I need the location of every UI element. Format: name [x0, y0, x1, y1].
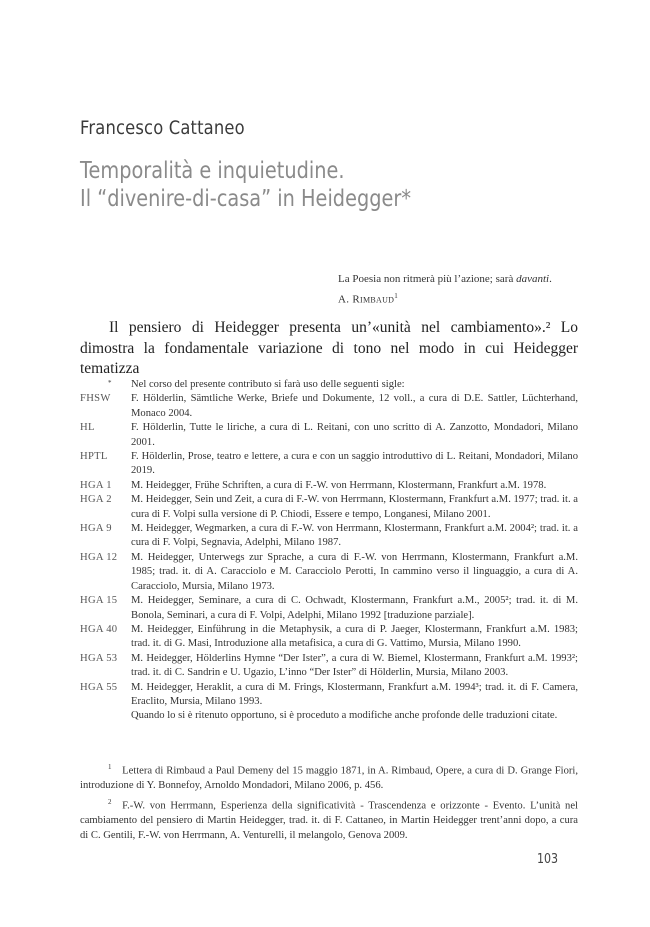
abbrev-text: M. Heidegger, Hölderlins Hymne “Der Ister”, a cura di W. Biemel, Klostermann, Frankfurt a.M. 1993²; trad. it. di C. Sandrin e U. Ugazio, L’inno “Der Ister” di Hölderlin, Mursia, Milano 2003. — [131, 652, 578, 679]
author-name: Francesco Cattaneo — [80, 117, 245, 139]
footnote-number: 1 — [108, 763, 112, 771]
abbrev-entry — [80, 450, 578, 479]
abbrev-text: F. Hölderlin, Sämtliche Werke, Briefe und Dokumente, 12 voll., a cura di D.E. Sattler, Lüchterhand, Monaco 2004. — [131, 393, 578, 419]
epigraph-attribution — [338, 288, 578, 309]
abbrev-key: HGA 2 — [80, 494, 112, 506]
abbrev-key: HGA 40 — [80, 623, 118, 635]
abbrev-entry — [80, 623, 578, 652]
footnote-text: Lettera di Rimbaud a Paul Demeny del 15 maggio 1871, in A. Rimbaud, Opere, a cura di D. Grange Fiori, introduzione di Y. Bonnefoy, Arnoldo Mondadori, Milano 2006, p. 456. — [80, 765, 578, 791]
abbrev-text: M. Heidegger, Wegmarken, a cura di F.-W. von Herrmann, Klostermann, Frankfurt a.M. 2004²; trad. it. a cura di F. Volpi, Segnavia, Adelphi, Milano 1987. — [131, 523, 578, 549]
abbrev-entry — [80, 681, 578, 710]
abbrev-key: HL — [80, 422, 95, 434]
abbrev-entry — [80, 392, 578, 421]
title-line-2-text: Il “divenire-di-casa” in Heidegger — [80, 186, 402, 212]
abbrev-text: M. Heidegger, Sein und Zeit, a cura di F.-W. von Herrmann, Klostermann, Frankfurt a.M. 1977; trad. it. a cura di F. Volpi sulla versione di P. Chiodi, Essere e tempo, Longanesi, Milano 2001. — [131, 494, 578, 520]
abbrev-key: HGA 55 — [80, 681, 118, 693]
abbrev-closing: Quando lo si è ritenuto opportuno, si è proceduto a modifiche anche profonde delle traduzioni citate. — [131, 710, 558, 722]
abbrev-key: HGA 15 — [80, 595, 118, 607]
abbrev-text: M. Heidegger, Einführung in die Metaphysik, a cura di P. Jaeger, Klostermann, Frankfurt a.M. 1983; trad. it. di G. Masi, Introduzione alla metafisica, a cura di G. Vattimo, Mursia, Milano 1990. — [131, 623, 578, 650]
abbrev-intro-row — [80, 378, 578, 392]
abbrev-intro: Nel corso del presente contributo si farà uso delle seguenti sigle: — [131, 379, 405, 390]
epigraph-note-ref: 1 — [394, 292, 398, 300]
abbrev-text: F. Hölderlin, Tutte le liriche, a cura di L. Reitani, con uno scritto di A. Zanzotto, Mondadori, Milano 2001. — [131, 422, 578, 448]
footnote-text: F.-W. von Herrmann, Esperienza della significatività - Trascendenza e orizzonte - Evento. L’unità nel cambiamento del pensiero di Martin Heidegger, trad. it. di F. Cattaneo, in Martin Heidegger trent’anni dopo, a cura di C. Gentili, F.-W. von Herrmann, A. Venturelli, il melangolo, Genova 2009. — [80, 800, 578, 841]
article-title — [80, 157, 411, 213]
body-paragraph: Il pensiero di Heidegger presenta un’«unità nel cambiamento».² Lo dimostra la fondamentale variazione di tono nel modo in cui Heidegger tematizza — [80, 319, 578, 377]
epigraph-quote-italic: davanti — [516, 273, 550, 285]
abbrev-text: M. Heidegger, Unterwegs zur Sprache, a cura di F.-W. von Herrmann, Klostermann, Frankfurt a.M. 1985; trad. it. di A. Caracciolo e M. Caracciolo Perotti, In cammino verso il linguaggio, a cura di A. Caracciolo, Mursia, Milano 1973. — [131, 551, 578, 592]
abbrev-key: HGA 1 — [80, 479, 112, 491]
title-line-2 — [80, 185, 411, 213]
abbrev-key: FHSW — [80, 393, 111, 405]
abbreviations-note — [80, 378, 578, 724]
title-footnote-star: * — [401, 186, 411, 212]
epigraph-quote-text: La Poesia non ritmerà più l’azione; sarà — [338, 273, 517, 285]
epigraph-quote-end: . — [549, 273, 552, 285]
abbrev-text: M. Heidegger, Seminare, a cura di C. Ochwadt, Klostermann, Frankfurt a.M., 2005²; trad. it. di M. Bonola, Seminari, a cura di F. Volpi, Adelphi, Milano 1992 [traduzione parziale]. — [131, 595, 578, 621]
note-star-marker: * — [108, 379, 112, 387]
abbrev-key: HPTL — [80, 451, 108, 463]
body-text — [80, 318, 578, 380]
footnote — [80, 760, 578, 793]
epigraph-author: A. Rimbaud — [338, 293, 395, 306]
epigraph-quote — [338, 271, 578, 288]
abbrev-entry — [80, 421, 578, 450]
abbrev-key: HGA 9 — [80, 523, 112, 535]
abbrev-key: HGA 12 — [80, 551, 118, 563]
abbrev-entry — [80, 479, 578, 493]
abbrev-entry — [80, 652, 578, 681]
footnote-number: 2 — [108, 798, 112, 807]
abbrev-entry — [80, 594, 578, 623]
epigraph — [338, 271, 578, 309]
page-number: 103 — [537, 852, 559, 867]
abbrev-key: HGA 53 — [80, 652, 118, 664]
abbrev-text: M. Heidegger, Frühe Schriften, a cura di F.-W. von Herrmann, Klostermann, Frankfurt a.M. 1978. — [131, 479, 547, 491]
footnotes — [80, 760, 578, 845]
footnote — [80, 795, 578, 843]
abbrev-entry — [80, 551, 578, 594]
abbrev-closing-row — [80, 709, 578, 723]
abbrev-entry — [80, 522, 578, 551]
title-line-1: Temporalità e inquietudine. — [80, 158, 345, 184]
abbrev-text: F. Hölderlin, Prose, teatro e lettere, a cura e con un saggio introduttivo di L. Reitani, Mondadori, Milano 2019. — [131, 451, 578, 477]
abbrev-text: M. Heidegger, Heraklit, a cura di M. Frings, Klostermann, Frankfurt a.M. 1994³; trad. it. di F. Camera, Eraclito, Mursia, Milano 1993. — [131, 681, 578, 707]
abbrev-list — [80, 392, 578, 709]
abbrev-entry — [80, 493, 578, 522]
